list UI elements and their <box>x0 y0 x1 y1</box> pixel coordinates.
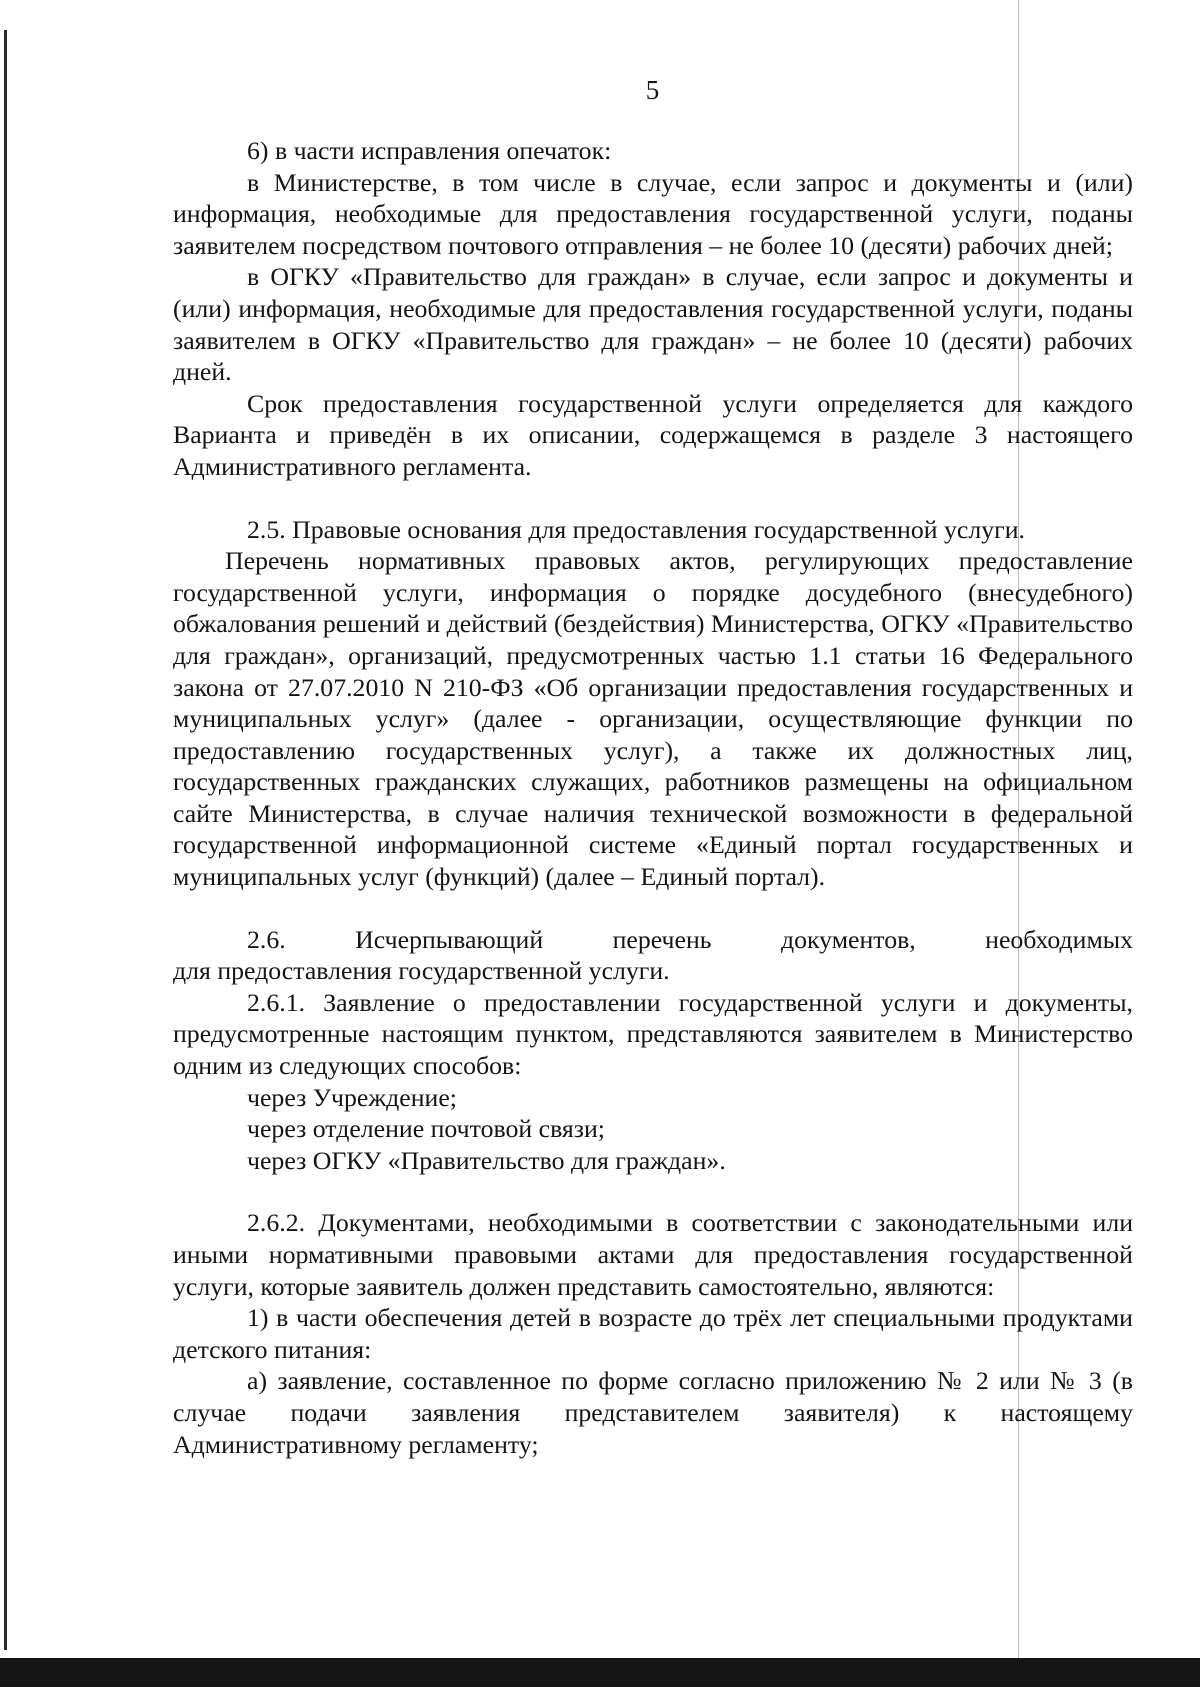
paragraph-legal-acts: Перечень нормативных правовых актов, регулирующих предоставление государственной услуги, информация о порядке досудебного (внесудебного) обжалования решений и действий (бездействия) Министерства, ОГКУ «Правительство для граждан», организаций, предусмотренных частью 1.1 статьи 16 Федерального закона от 27.07.2010 N 210-ФЗ «Об организации предоставления государственных и муниципальных услуг» (далее - организации, осуществляющие функции по предоставлению государственных услуг), а также их должностных лиц, государственных гражданских служащих, работников размещены на официальном сайте Министерства, в случае наличия технической возможности в федеральной государственной информационной системе «Единый портал государственных и муниципальных услуг (функций) (далее – Единый портал). <box>173 546 1133 892</box>
scan-bottom-bar <box>0 1658 1200 1687</box>
section-heading-2-6-line1: 2.6. Исчерпывающий перечень документов, необходимых <box>247 924 1133 954</box>
page-number: 5 <box>645 75 660 105</box>
scan-edge-left <box>4 30 7 1650</box>
list-item-post-office: через отделение почтовой связи; <box>247 1114 605 1144</box>
paragraph-children-nutrition: 1) в части обеспечения детей в возрасте до трёх лет специальными продуктами детского питания: <box>173 1303 1133 1364</box>
list-item-institution: через Учреждение; <box>247 1082 457 1112</box>
paragraph-2-6-1: 2.6.1. Заявление о предоставлении государственной услуги и документы, предусмотренные настоящим пунктом, представляются заявителем в Министерство одним из следующих способов: <box>173 987 1133 1081</box>
paragraph-typo-correction-heading: 6) в части исправления опечаток: <box>247 136 612 165</box>
paragraph-application-form: а) заявление, составленное по форме согласно приложению № 2 или № 3 (в случае подачи заявления представителем заявителя) к настоящему Административному регламенту; <box>173 1366 1133 1459</box>
section-heading-2-6-line2: для предоставления государственной услуги. <box>173 956 670 986</box>
paragraph-2-6-2: 2.6.2. Документами, необходимыми в соответствии с законодательными или иными нормативными правовыми актами для предоставления государственной услуги, которые заявитель должен представить самостоятельно, являются: <box>173 1208 1133 1301</box>
spacer <box>173 483 1133 514</box>
paragraph-service-term: Срок предоставления государственной услуги определяется для каждого Варианта и приведён в их описании, содержащемся в разделе 3 настоящего Административного регламента. <box>173 388 1133 481</box>
document-body <box>173 135 1133 1460</box>
paragraph-ministry-term: в Министерстве, в том числе в случае, если запрос и документы и (или) информация, необходимые для предоставления государственной услуги, поданы заявителем посредством почтового отправления – не более 10 (десяти) рабочих дней; <box>173 167 1133 260</box>
section-heading-2-5: 2.5. Правовые основания для предоставления государственной услуги. <box>247 514 1025 544</box>
paragraph-ogku-term: в ОГКУ «Правительство для граждан» в случае, если запрос и документы и (или) информация, необходимые для предоставления государственной услуги, поданы заявителем в ОГКУ «Правительство для граждан» – не более 10 (десяти) рабочих дней. <box>173 262 1133 387</box>
list-item-ogku: через ОГКУ «Правительство для граждан». <box>247 1145 726 1175</box>
spacer <box>173 893 1133 924</box>
spacer <box>173 1176 1133 1207</box>
